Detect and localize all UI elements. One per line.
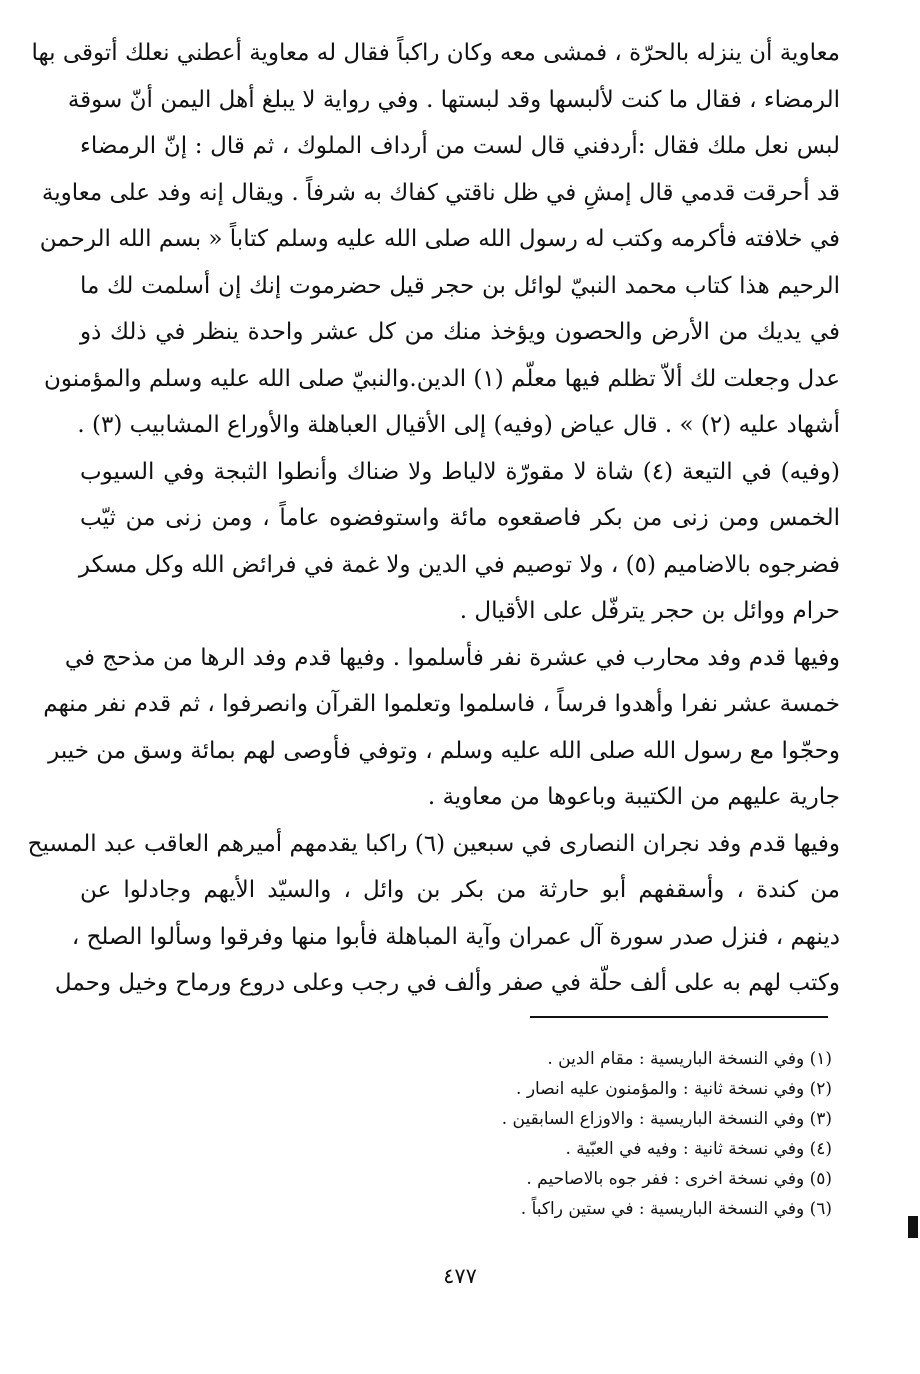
paragraph-end-line: حرام ووائل بن حجر يترفّل على الأقيال . xyxy=(459,598,840,624)
footnotes-block xyxy=(300,1044,832,1224)
text-line: فضرجوه بالاضاميم (٥) ، ولا توصيم في الدين ولا غمة في فرائض الله وكل مسكر xyxy=(78,551,840,578)
text-line: خمسة عشر نفرا وأهدوا فرساً ، فاسلموا وتعلموا القرآن وانصرفوا ، ثم قدم نفر منهم xyxy=(43,691,840,717)
main-text-block xyxy=(27,30,840,1007)
paragraph-end-line: جارية عليهم من الكتيبة وباعوها من معاوية . xyxy=(427,784,840,810)
footnote: (٤) وفي نسخة ثانية : وفيه في العبّية . xyxy=(565,1139,832,1159)
text-line: وكتب لهم به على ألف حلّة في صفر وألف في رجب وعلى دروع ورماح وخيل وحمل xyxy=(54,970,840,996)
text-line: وحجّوا مع رسول الله صلى الله عليه وسلم ، وتوفي فأوصى لهم بمائة وسق من خيبر xyxy=(48,737,840,764)
text-line: الرمضاء ، فقال ما كنت لألبسها وقد لبستها . وفي رواية لا يبلغ أهل اليمن أنّ سوقة xyxy=(67,86,840,113)
text-line: أشهاد عليه (٢) » . قال عياض (وفيه) إلى الأقيال العباهلة والأوراع المشابيب (٣) . xyxy=(77,412,840,438)
text-line: في خلافته فأكرمه وكتب له رسول الله صلى الله عليه وسلم كتاباً « بسم الله الرحمن xyxy=(39,226,840,252)
text-line: الرحيم هذا كتاب محمد النبيّ لوائل بن حجر قيل حضرموت إنك إن أسلمت لك ما xyxy=(80,272,840,299)
text-line: عدل وجعلت لك ألاّ تظلم فيها معلّم (١) الدين.والنبيّ صلى الله عليه وسلم والمؤمنون xyxy=(44,365,840,392)
footnote: (٦) وفي النسخة الباريسية : في ستين راكباً . xyxy=(520,1199,832,1219)
text-line: الخمس ومن زنى من بكر فاصقعوه مائة واستوفضوه عاماً ، ومن زنى من ثيّب xyxy=(80,505,840,531)
text-line: (وفيه) في التيعة (٤) شاة لا مقورّة لالياط ولا ضناك وأنطوا الثبجة وفي السيوب xyxy=(80,458,840,485)
page-number: ٤٧٧ xyxy=(443,1264,477,1288)
scan-edge-mark xyxy=(908,1216,918,1238)
text-line: دينهم ، فنزل صدر سورة آل عمران وآية المباهلة فأبوا منها وفرقوا وسألوا الصلح ، xyxy=(71,923,840,950)
footnote: (٥) وفي نسخة اخرى : ففر جوه بالاصاحيم . xyxy=(526,1169,832,1189)
footnote-separator xyxy=(530,1016,828,1018)
text-line: من كندة ، وأسقفهم أبو حارثة من بكر بن وائل ، والسيّد الأيهم وجادلوا عن xyxy=(80,877,840,903)
footnote: (١) وفي النسخة الباريسية : مقام الدين . xyxy=(547,1049,832,1069)
text-line: وفيها قدم وفد نجران النصارى في سبعين (٦) راكبا يقدمهم أميرهم العاقب عبد المسيح xyxy=(27,830,840,857)
text-line: قد أحرقت قدمي قال إمشِ في ظل ناقتي كفاك به شرفاً . ويقال إنه وفد على معاوية xyxy=(41,179,840,206)
footnote: (٣) وفي النسخة الباريسية : والاوزاع السابقين . xyxy=(501,1109,832,1129)
footnote: (٢) وفي نسخة ثانية : والمؤمنون عليه انصار . xyxy=(516,1079,832,1099)
text-line: معاوية أن ينزله بالحرّة ، فمشى معه وكان راكباً فقال له معاوية أعطني نعلك أتوقى بها xyxy=(31,40,840,66)
text-line: وفيها قدم وفد محارب في عشرة نفر فأسلموا . وفيها قدم وفد الرها من مذحج في xyxy=(64,644,840,671)
text-line: في يديك من الأرض والحصون ويؤخذ منك من كل عشر واحدة ينظر في ذلك ذو xyxy=(80,319,840,345)
text-line: لبس نعل ملك فقال :أردفني قال لست من أرداف الملوك ، ثم قال : إنّ الرمضاء xyxy=(80,133,840,159)
